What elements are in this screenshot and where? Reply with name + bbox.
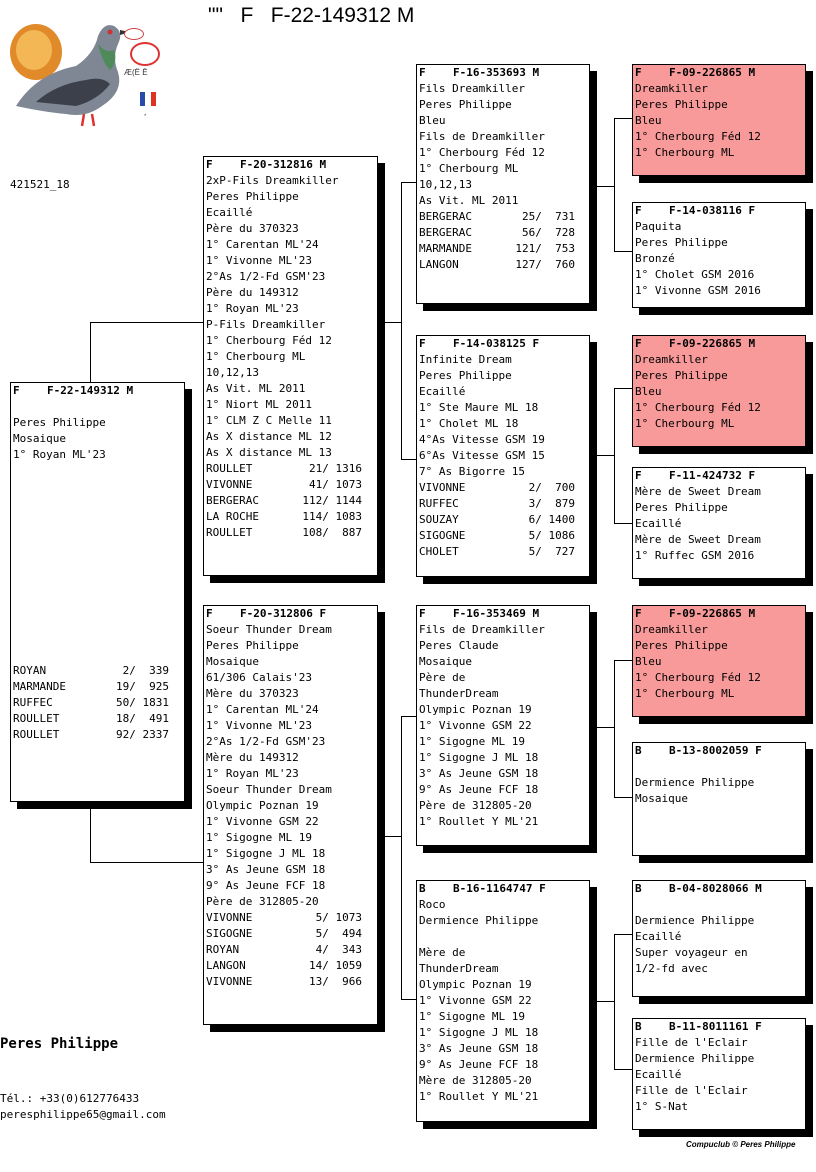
race-name: ROULLET xyxy=(206,462,253,475)
bird-country: F xyxy=(206,158,213,171)
race-placing: 2/ 339 xyxy=(122,664,169,677)
bird-info-line: ThunderDream xyxy=(419,687,499,700)
race-result-row xyxy=(13,663,182,679)
bird-info-line: 1° Cholet GSM 2016 xyxy=(635,268,755,281)
bird-country: B xyxy=(635,882,642,895)
connector-line xyxy=(401,182,402,460)
bird-info-line: Mère du 370323 xyxy=(206,687,299,700)
pedigree-card-subject xyxy=(10,382,185,802)
bird-info-line: 1° Royan ML'23 xyxy=(13,448,106,461)
bird-country: F xyxy=(635,204,642,217)
race-placing: 4/ 343 xyxy=(315,943,362,956)
bird-info-line: Père du 149312 xyxy=(206,286,299,299)
bird-ring-number: F-22-149312 M xyxy=(47,384,134,397)
race-name: MARMANDE xyxy=(419,242,472,255)
bird-info-line: 1° Sigogne ML 19 xyxy=(206,831,312,844)
bird-info-line: 1° Roullet Y ML'21 xyxy=(419,1090,539,1103)
bird-info-line: 1° Cherbourg ML xyxy=(635,417,735,430)
bird-info-line: 1° Carentan ML'24 xyxy=(206,703,319,716)
bird-info-line: Peres Philippe xyxy=(635,236,728,249)
bird-header xyxy=(206,606,375,622)
bird-header xyxy=(419,881,587,897)
bird-header xyxy=(419,336,587,352)
race-result-row xyxy=(419,241,587,257)
bird-info-line: 9° As Jeune FCF 18 xyxy=(206,879,326,892)
race-result-row xyxy=(206,493,375,509)
bird-info-line: 7° As Bigorre 15 xyxy=(419,465,525,478)
bird-info-line: Olympic Poznan 19 xyxy=(419,703,532,716)
race-result-row xyxy=(419,257,587,273)
connector-line xyxy=(597,455,615,456)
bird-info-line: 3° As Jeune GSM 18 xyxy=(419,1042,539,1055)
race-name: BERGERAC xyxy=(419,210,472,223)
connector-line xyxy=(614,660,632,661)
bird-info-line: Mère de 312805-20 xyxy=(419,1074,532,1087)
race-name: BERGERAC xyxy=(206,494,259,507)
bird-info-line xyxy=(635,897,803,913)
bird-info-line: Bronzé xyxy=(635,252,675,265)
bird-info-line: Peres Philippe xyxy=(635,369,728,382)
pedigree-card-sire-dam xyxy=(416,335,590,577)
bird-ring-number: F-16-353693 M xyxy=(453,66,540,79)
connector-line xyxy=(401,716,402,1000)
bird-ring-number: F-11-424732 F xyxy=(669,469,756,482)
bird-country: B xyxy=(419,882,426,895)
bird-info-line: 1° Cherbourg Féd 12 xyxy=(635,130,761,143)
bird-info-line: 1° Cholet ML 18 xyxy=(419,417,519,430)
bird-info-line: 6°As Vitesse GSM 15 xyxy=(419,449,545,462)
race-result-row xyxy=(206,509,375,525)
race-name: LANGON xyxy=(206,959,246,972)
bird-info-line: 1/2-fd avec xyxy=(635,962,708,975)
bird-info-line: 4°As Vitesse GSM 19 xyxy=(419,433,545,446)
bird-ring-number: F-20-312816 M xyxy=(240,158,327,171)
bird-ring-number: F-14-038125 F xyxy=(453,337,540,350)
connector-line xyxy=(401,182,417,183)
title-ring: F-22-149312 M xyxy=(270,4,415,27)
bird-info-line: ThunderDream xyxy=(419,962,499,975)
bird-info-line: 1° Carentan ML'24 xyxy=(206,238,319,251)
race-placing: 5/ 1073 xyxy=(315,911,362,924)
race-result-row xyxy=(419,544,587,560)
bird-ring-number: F-09-226865 M xyxy=(669,337,756,350)
race-result-row xyxy=(13,727,182,743)
bird-info-line: Père de 312805-20 xyxy=(419,799,532,812)
bird-info-line: Olympic Poznan 19 xyxy=(419,978,532,991)
bird-header xyxy=(635,468,803,484)
bird-info-line: Dreamkiller xyxy=(635,623,708,636)
bird-info-line: 1° Royan ML'23 xyxy=(206,302,299,315)
connector-line xyxy=(614,118,615,252)
bird-info-line: Père de xyxy=(419,671,466,684)
bird-country: F xyxy=(419,66,426,79)
bird-header xyxy=(635,65,803,81)
bird-info-line: Fils de Dreamkiller xyxy=(419,623,545,636)
race-result-row xyxy=(13,695,182,711)
race-placing: 112/ 1144 xyxy=(302,494,362,507)
race-result-row xyxy=(206,974,375,990)
french-flag-icon xyxy=(140,92,156,106)
connector-line xyxy=(384,836,402,837)
race-placing: 108/ 887 xyxy=(302,526,362,539)
bird-info-line: 1° Sigogne J ML 18 xyxy=(206,847,326,860)
race-name: VIVONNE xyxy=(206,911,253,924)
logo-text: Æ(Ë Ë xyxy=(124,68,148,77)
connector-line xyxy=(614,1069,632,1070)
connector-line xyxy=(597,727,615,728)
bird-info-line: Mosaique xyxy=(419,655,472,668)
bird-ring-number: B-11-8011161 F xyxy=(669,1020,762,1033)
race-result-row xyxy=(206,461,375,477)
bird-info-line: 1° Cherbourg ML xyxy=(635,687,735,700)
bird-info-line: P-Fils Dreamkiller xyxy=(206,318,326,331)
race-name: VIVONNE xyxy=(206,975,253,988)
bird-info-line: 1° Royan ML'23 xyxy=(206,767,299,780)
bird-country: F xyxy=(635,469,642,482)
bird-info-line: 2xP-Fils Dreamkiller xyxy=(206,174,339,187)
pedigree-card-sire xyxy=(203,156,378,576)
bird-info-line: 1° Ste Maure ML 18 xyxy=(419,401,539,414)
badge-icon xyxy=(124,28,144,40)
bird-info-line: 1° Roullet Y ML'21 xyxy=(419,815,539,828)
bird-info-line: 1° Sigogne J ML 18 xyxy=(419,751,539,764)
race-name: RUFFEC xyxy=(419,497,459,510)
bird-info-line xyxy=(419,929,587,945)
logo-caption: * xyxy=(144,114,147,120)
bird-info-line: Roco xyxy=(419,898,446,911)
connector-line xyxy=(614,388,615,524)
bird-info-line: As X distance ML 13 xyxy=(206,446,332,459)
bird-info-line: Peres Philippe xyxy=(419,98,512,111)
bird-info-line: 1° Ruffec GSM 2016 xyxy=(635,549,755,562)
race-name: SIGOGNE xyxy=(419,529,466,542)
bird-info-line: Peres Philippe xyxy=(635,639,728,652)
bird-info-line: As X distance ML 12 xyxy=(206,430,332,443)
bird-info-line: Soeur Thunder Dream xyxy=(206,623,332,636)
pedigree-card-dam-sire-dam xyxy=(632,742,806,856)
connector-line xyxy=(384,322,402,323)
race-placing: 41/ 1073 xyxy=(309,478,362,491)
bird-country: F xyxy=(635,66,642,79)
bird-info-line: 1° Cherbourg ML xyxy=(206,350,306,363)
race-placing: 114/ 1083 xyxy=(302,510,362,523)
bird-info-line: Dreamkiller xyxy=(635,82,708,95)
race-name: ROYAN xyxy=(206,943,240,956)
bird-info-line: Père du 370323 xyxy=(206,222,299,235)
bird-info-line: Dreamkiller xyxy=(635,353,708,366)
bird-info-line: Dermience Philippe xyxy=(635,776,755,789)
bird-info-line: Soeur Thunder Dream xyxy=(206,783,332,796)
race-placing: 18/ 491 xyxy=(116,712,169,725)
bird-info-line: 10,12,13 xyxy=(206,366,259,379)
club-logo xyxy=(6,14,166,132)
race-result-row xyxy=(419,480,587,496)
bird-info-line: 9° As Jeune FCF 18 xyxy=(419,783,539,796)
bird-info-line: 1° Cherbourg Féd 12 xyxy=(206,334,332,347)
bird-info-line: Paquita xyxy=(635,220,682,233)
bird-info-line: 3° As Jeune GSM 18 xyxy=(419,767,539,780)
bird-info-line: 1° Sigogne ML 19 xyxy=(419,1010,525,1023)
race-placing: 56/ 728 xyxy=(522,226,575,239)
bird-info-line: 1° Niort ML 2011 xyxy=(206,398,312,411)
pedigree-card-sire-sire-sire xyxy=(632,64,806,176)
connector-line xyxy=(401,459,417,460)
bird-info-line: Fille de l'Eclair xyxy=(635,1036,748,1049)
bird-info-line: As Vit. ML 2011 xyxy=(419,194,519,207)
race-result-row xyxy=(419,209,587,225)
race-placing: 5/ 727 xyxy=(528,545,575,558)
race-placing: 14/ 1059 xyxy=(309,959,362,972)
connector-line xyxy=(401,716,417,717)
bird-ring-number: B-13-8002059 F xyxy=(669,744,762,757)
connector-line xyxy=(90,322,204,323)
breeder-phone: Tél.: +33(0)612776433 xyxy=(0,1092,140,1105)
bird-info-line: 1° Cherbourg Féd 12 xyxy=(419,146,545,159)
bird-ring-number: B-04-8028066 M xyxy=(669,882,762,895)
race-name: SIGOGNE xyxy=(206,927,253,940)
bird-info-line: Mosaique xyxy=(635,792,688,805)
connector-line xyxy=(614,118,632,119)
race-placing: 5/ 1086 xyxy=(528,529,575,542)
bird-country: B xyxy=(635,1020,642,1033)
race-result-row xyxy=(206,525,375,541)
pedigree-card-sire-dam-dam xyxy=(632,467,806,579)
bird-info-line: 1° CLM Z C Melle 11 xyxy=(206,414,332,427)
connector-line xyxy=(614,934,632,935)
race-result-row xyxy=(206,910,375,926)
breeder-email: peresphilippe65@gmail.com xyxy=(0,1108,166,1121)
race-name: LANGON xyxy=(419,258,459,271)
connector-line xyxy=(614,797,632,798)
bird-info-line: Fils de Dreamkiller xyxy=(419,130,545,143)
pedigree-card-dam-sire xyxy=(416,605,590,846)
bird-info-line: 1° Vivonne GSM 22 xyxy=(419,994,532,1007)
race-result-row xyxy=(13,679,182,695)
race-placing: 3/ 879 xyxy=(528,497,575,510)
race-placing: 19/ 925 xyxy=(116,680,169,693)
connector-line xyxy=(597,1001,615,1002)
bird-info-line: Dermience Philippe xyxy=(635,914,755,927)
bird-header xyxy=(419,65,587,81)
race-result-row xyxy=(419,225,587,241)
bird-info-line: 1° Cherbourg ML xyxy=(635,146,735,159)
bird-ring-number: F-14-038116 F xyxy=(669,204,756,217)
bird-info-line: Mère de Sweet Dream xyxy=(635,533,761,546)
federation-badge-icon xyxy=(130,42,160,66)
bird-info-line: Mosaique xyxy=(13,432,66,445)
bird-info-line: 61/306 Calais'23 xyxy=(206,671,312,684)
title-prefix: "" xyxy=(208,4,223,27)
bird-info-line: 2°As 1/2-Fd GSM'23 xyxy=(206,270,326,283)
bird-info-line: Bleu xyxy=(635,655,662,668)
bird-ring-number: F-20-312806 F xyxy=(240,607,327,620)
breeder-name: Peres Philippe xyxy=(0,1036,119,1052)
bird-info-line: Ecaillé xyxy=(635,1068,682,1081)
bird-info-line: 1° S-Nat xyxy=(635,1100,688,1113)
bird-info-line: Peres Philippe xyxy=(419,369,512,382)
race-name: ROULLET xyxy=(206,526,253,539)
race-result-row xyxy=(206,926,375,942)
race-placing: 50/ 1831 xyxy=(116,696,169,709)
bird-info-line: 1° Vivonne ML'23 xyxy=(206,254,312,267)
bird-info-line: Mère de xyxy=(419,946,466,959)
bird-ring-number: F-09-226865 M xyxy=(669,66,756,79)
bird-country: F xyxy=(419,337,426,350)
title-country: F xyxy=(240,4,254,27)
race-placing: 13/ 966 xyxy=(309,975,362,988)
bird-info-line: Mosaique xyxy=(206,655,259,668)
race-placing: 21/ 1316 xyxy=(309,462,362,475)
connector-line xyxy=(614,523,632,524)
bird-info-line: Ecaillé xyxy=(635,517,682,530)
race-placing: 5/ 494 xyxy=(315,927,362,940)
bird-info-line: Dermience Philippe xyxy=(635,1052,755,1065)
race-name: VIVONNE xyxy=(419,481,466,494)
race-name: ROULLET xyxy=(13,728,60,741)
bird-info-line: 1° Vivonne ML'23 xyxy=(206,719,312,732)
bird-info-line: Ecaillé xyxy=(635,930,682,943)
page-title xyxy=(208,4,414,28)
pedigree-card-sire-sire xyxy=(416,64,590,304)
bird-info-line: 1° Vivonne GSM 2016 xyxy=(635,284,761,297)
race-name: CHOLET xyxy=(419,545,459,558)
connector-line xyxy=(614,251,632,252)
pedigree-card-dam-sire-sire xyxy=(632,605,806,717)
bird-info-line: Bleu xyxy=(635,385,662,398)
bird-info-line: Super voyageur en xyxy=(635,946,748,959)
bird-info-line: Peres Philippe xyxy=(635,501,728,514)
bird-ring-number: B-16-1164747 F xyxy=(453,882,546,895)
bird-ring-number: F-09-226865 M xyxy=(669,607,756,620)
bird-info-line: Peres Philippe xyxy=(635,98,728,111)
bird-info-line xyxy=(13,399,182,415)
bird-country: F xyxy=(206,607,213,620)
race-name: RUFFEC xyxy=(13,696,53,709)
bird-header xyxy=(13,383,182,399)
race-result-row xyxy=(206,958,375,974)
race-placing: 25/ 731 xyxy=(522,210,575,223)
connector-line xyxy=(614,660,615,798)
bird-info-line: Peres Philippe xyxy=(13,416,106,429)
pedigree-card-dam-dam xyxy=(416,880,590,1122)
bird-info-line: Ecaillé xyxy=(206,206,253,219)
bird-info-line: 9° As Jeune FCF 18 xyxy=(419,1058,539,1071)
bird-country: F xyxy=(635,337,642,350)
race-result-row xyxy=(13,711,182,727)
race-name: LA ROCHE xyxy=(206,510,259,523)
race-name: MARMANDE xyxy=(13,680,66,693)
bird-info-line: Mère de Sweet Dream xyxy=(635,485,761,498)
bird-info-line: Fille de l'Eclair xyxy=(635,1084,748,1097)
connector-line xyxy=(614,934,615,1070)
race-name: BERGERAC xyxy=(419,226,472,239)
bird-info-line: Père de 312805-20 xyxy=(206,895,319,908)
bird-info-line xyxy=(635,759,803,775)
race-result-row xyxy=(419,496,587,512)
reference-code: 421521_18 xyxy=(10,178,70,191)
connector-line xyxy=(597,186,615,187)
bird-info-line: Fils Dreamkiller xyxy=(419,82,525,95)
bird-country: F xyxy=(13,384,20,397)
race-placing: 2/ 700 xyxy=(528,481,575,494)
bird-header xyxy=(635,1019,803,1035)
bird-header xyxy=(635,743,803,759)
bird-info-line: Peres Claude xyxy=(419,639,499,652)
bird-info-line: 1° Cherbourg Féd 12 xyxy=(635,401,761,414)
pedigree-card-sire-dam-sire xyxy=(632,335,806,447)
bird-info-line: Bleu xyxy=(419,114,446,127)
race-placing: 127/ 760 xyxy=(515,258,575,271)
bird-header xyxy=(419,606,587,622)
bird-ring-number: F-16-353469 M xyxy=(453,607,540,620)
race-name: SOUZAY xyxy=(419,513,459,526)
bird-header xyxy=(206,157,375,173)
connector-line xyxy=(90,802,91,862)
bird-info-line: Dermience Philippe xyxy=(419,914,539,927)
bird-info-line: As Vit. ML 2011 xyxy=(206,382,306,395)
bird-info-line: Ecaillé xyxy=(419,385,466,398)
connector-line xyxy=(614,388,632,389)
bird-info-line: Peres Philippe xyxy=(206,190,299,203)
bird-info-line: Infinite Dream xyxy=(419,353,512,366)
bird-info-line: Mère du 149312 xyxy=(206,751,299,764)
bird-info-line: 1° Cherbourg Féd 12 xyxy=(635,671,761,684)
race-placing: 121/ 753 xyxy=(515,242,575,255)
bird-info-line: Peres Philippe xyxy=(206,639,299,652)
connector-line xyxy=(401,999,417,1000)
bird-country: F xyxy=(419,607,426,620)
bird-info-line: Olympic Poznan 19 xyxy=(206,799,319,812)
race-placing: 92/ 2337 xyxy=(116,728,169,741)
bird-info-line: 1° Vivonne GSM 22 xyxy=(206,815,319,828)
bird-header xyxy=(635,881,803,897)
race-name: ROYAN xyxy=(13,664,47,677)
pedigree-card-dam xyxy=(203,605,378,1025)
bird-info-line: 1° Sigogne ML 19 xyxy=(419,735,525,748)
bird-country: F xyxy=(635,607,642,620)
pedigree-card-dam-dam-sire xyxy=(632,880,806,997)
race-name: ROULLET xyxy=(13,712,60,725)
pedigree-card-sire-sire-dam xyxy=(632,202,806,308)
bird-header xyxy=(635,606,803,622)
bird-country: B xyxy=(635,744,642,757)
bird-info-line: 1° Sigogne J ML 18 xyxy=(419,1026,539,1039)
connector-line xyxy=(90,322,91,384)
bird-info-line: Bleu xyxy=(635,114,662,127)
race-result-row xyxy=(419,512,587,528)
connector-line xyxy=(90,862,204,863)
footer-credit: Compuclub © Peres Philippe xyxy=(686,1140,796,1149)
pedigree-card-dam-dam-dam xyxy=(632,1018,806,1130)
race-result-row xyxy=(206,942,375,958)
bird-info-line: 1° Vivonne GSM 22 xyxy=(419,719,532,732)
bird-info-line: 2°As 1/2-Fd GSM'23 xyxy=(206,735,326,748)
bird-info-line: 10,12,13 xyxy=(419,178,472,191)
bird-header xyxy=(635,336,803,352)
race-result-row xyxy=(419,528,587,544)
bird-info-line: 3° As Jeune GSM 18 xyxy=(206,863,326,876)
race-placing: 6/ 1400 xyxy=(528,513,575,526)
bird-header xyxy=(635,203,803,219)
bird-info-line: 1° Cherbourg ML xyxy=(419,162,519,175)
race-result-row xyxy=(206,477,375,493)
race-name: VIVONNE xyxy=(206,478,253,491)
